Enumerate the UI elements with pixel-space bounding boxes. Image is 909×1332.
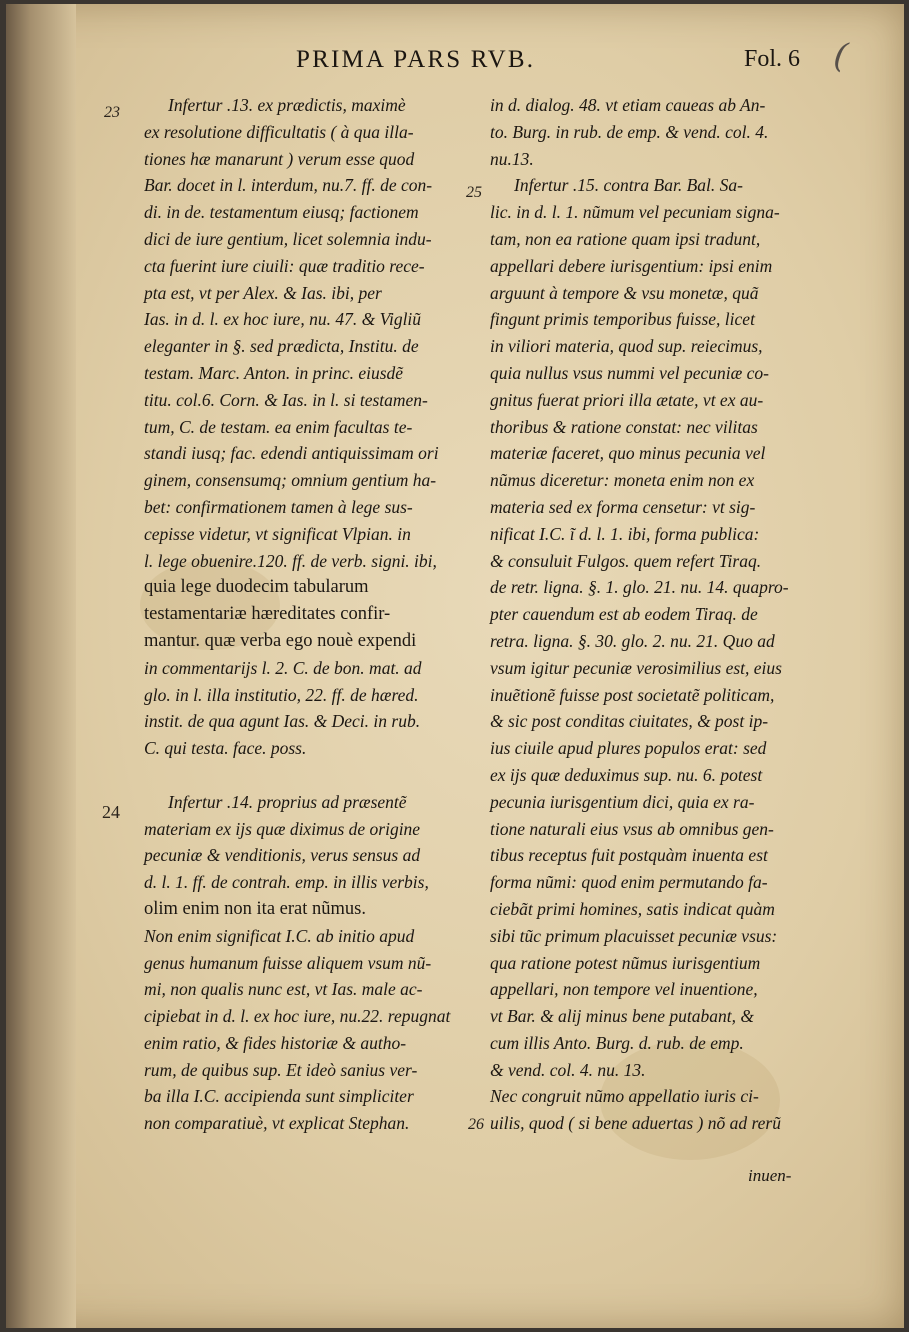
- text-line: inuẽtionẽ fuisse post societatẽ politicam,: [490, 684, 775, 705]
- text-line: arguunt à tempore & vsu monetæ, quã: [490, 282, 759, 303]
- text-line: rum, de quibus sup. Et ideò sanius ver-: [144, 1059, 418, 1080]
- text-line: gnitus fuerat priori illa ætate, vt ex au-: [490, 389, 764, 410]
- text-line: dici de iure gentium, licet solemnia indu-: [144, 228, 432, 249]
- text-line: Ias. in d. l. ex hoc iure, nu. 47. & Vigliũ: [144, 309, 422, 330]
- text-line: Non enim significat I.C. ab initio apud: [144, 925, 415, 946]
- text-line: vsum igitur pecuniæ verosimilius est, eius: [490, 657, 782, 678]
- text-line: cipiebat in d. l. ex hoc iure, nu.22. repugnat: [144, 1006, 451, 1027]
- text-line: glo. in l. illa institutio, 22. ff. de hæred.: [144, 684, 419, 705]
- text-line: l. lege obuenire.120. ff. de verb. signi. ibi,: [144, 550, 437, 571]
- text-line: Infertur .15. contra Bar. Bal. Sa-: [514, 175, 743, 196]
- margin-number-26: 26: [468, 1116, 484, 1133]
- text-line: & sic post conditas ciuitates, & post ip-: [490, 711, 769, 732]
- text-line: testamentariæ hæreditates confir-: [144, 604, 391, 625]
- text-line: qua ratione potest nũmus iurisgentium: [490, 952, 761, 973]
- text-line: nũmus diceretur: moneta enim non ex: [490, 470, 755, 491]
- text-line: pter cauendum est ab eodem Tiraq. de: [490, 604, 758, 625]
- text-line: eleganter in §. sed prædicta, Institu. de: [144, 336, 419, 357]
- text-line: pecuniæ & venditionis, verus sensus ad: [144, 845, 421, 866]
- folio-number: Fol. 6: [744, 46, 801, 72]
- text-line: lic. in d. l. 1. nũmum vel pecuniam signa-: [490, 202, 780, 223]
- text-line: Infertur .14. proprius ad præsentẽ: [168, 791, 407, 812]
- text-line: instit. de qua agunt Ias. & Deci. in rub.: [144, 711, 421, 732]
- text-line: ex resolutione difficultatis ( à qua illa-: [144, 121, 414, 142]
- margin-number-24: 24: [102, 802, 120, 822]
- text-line: cta fuerint iure ciuili: quæ traditio rece-: [144, 255, 425, 276]
- text-line: forma nũmi: quod enim permutando fa-: [490, 872, 768, 893]
- text-line: ginem, consensumq; omnium gentium ha-: [144, 470, 437, 491]
- text-line: olim enim non ita erat nũmus.: [144, 898, 366, 919]
- text-line: bet: confirmationem tamen à lege sus-: [144, 496, 413, 517]
- text-line: & vend. col. 4. nu. 13.: [490, 1059, 646, 1080]
- text-line: sibi tũc primum placuisset pecuniæ vsus:: [490, 925, 778, 946]
- text-line: cum illis Anto. Burg. d. rub. de emp.: [490, 1032, 744, 1053]
- text-line: in d. dialog. 48. vt etiam caueas ab An-: [490, 95, 766, 115]
- left-text-column: [144, 92, 466, 1137]
- text-line: appellari debere iurisgentium: ipsi enim: [490, 255, 773, 276]
- text-line: cepisse videtur, vt significat Vlpian. in: [144, 523, 411, 544]
- text-line: quia nullus vsus nummi vel pecuniæ co-: [490, 362, 769, 383]
- text-line: ius ciuile apud plures populos erat: sed: [490, 738, 767, 759]
- text-line: thoribus & ratione constat: nec vilitas: [490, 416, 758, 437]
- text-line: d. l. 1. ff. de contrah. emp. in illis verbis,: [144, 872, 429, 893]
- text-line: tam, non ea ratione quam ipsi tradunt,: [490, 228, 761, 249]
- text-line: standi iusq; fac. edendi antiquissimam ori: [144, 443, 439, 464]
- text-line: to. Burg. in rub. de emp. & vend. col. 4.: [490, 121, 769, 142]
- running-head: [0, 35, 909, 84]
- text-line: pta est, vt per Alex. & Ias. ibi, per: [144, 282, 382, 303]
- text-line: testam. Marc. Anton. in princ. eiusdẽ: [144, 362, 404, 383]
- pencil-mark: (: [831, 35, 850, 77]
- text-line: & consuluit Fulgos. quem refert Tiraq.: [490, 550, 762, 571]
- running-title: PRIMA PARS RVB.: [296, 46, 536, 73]
- text-line: vt Bar. & alij minus bene putabant, &: [490, 1006, 754, 1027]
- text-line: appellari, non tempore vel inuentione,: [490, 979, 758, 1000]
- text-line: ciebãt primi homines, satis indicat quàm: [490, 898, 775, 919]
- text-line: titu. col.6. Corn. & Ias. in l. si testamen-: [144, 389, 428, 410]
- text-line: uilis, quod ( si bene aduertas ) nõ ad rerũ: [490, 1113, 781, 1134]
- text-line: tione naturali eius vsus ab omnibus gen-: [490, 818, 774, 839]
- text-line: Nec congruit nũmo appellatio iuris ci-: [490, 1086, 759, 1107]
- text-line: pecunia iurisgentium dici, quia ex ra-: [490, 791, 755, 812]
- text-line: ex ijs quæ deduximus sup. nu. 6. potest: [490, 764, 763, 785]
- text-line: nu.13.: [490, 148, 534, 169]
- text-line: Bar. docet in l. interdum, nu.7. ff. de con-: [144, 175, 433, 196]
- text-line: C. qui testa. face. poss.: [144, 738, 307, 759]
- text-line: materiæ faceret, quo minus pecunia vel: [490, 443, 766, 464]
- catchword: inuen-: [748, 1166, 792, 1185]
- margin-number-25: 25: [466, 184, 482, 201]
- text-line: materia sed ex forma censetur: vt sig-: [490, 496, 756, 517]
- text-line: quia lege duodecim tabularum: [144, 577, 369, 598]
- text-line: tibus receptus fuit postquàm inuenta est: [490, 845, 768, 866]
- text-line: enim ratio, & fides historiæ & autho-: [144, 1032, 407, 1053]
- text-line: in commentarijs l. 2. C. de bon. mat. ad: [144, 657, 422, 678]
- text-line: in viliori materia, quod sup. reiecimus,: [490, 336, 763, 357]
- text-line: tiones hæ manarunt ) verum esse quod: [144, 148, 415, 169]
- text-line: ba illa I.C. accipienda sunt simpliciter: [144, 1086, 414, 1107]
- text-line: genus humanum fuisse aliquem vsum nũ-: [144, 952, 432, 973]
- text-line: de retr. ligna. §. 1. glo. 21. nu. 14. quapro-: [490, 577, 789, 598]
- text-line: retra. ligna. §. 30. glo. 2. nu. 21. Quo ad: [490, 630, 775, 651]
- right-text-column: [490, 92, 820, 1137]
- text-line: nificat I.C. ĩ d. l. 1. ibi, forma publica:: [490, 523, 760, 544]
- text-line: di. in de. testamentum eiusq; factionem: [144, 202, 419, 223]
- text-line: Infertur .13. ex prædictis, maximè: [168, 95, 406, 115]
- margin-number-23: 23: [104, 104, 120, 121]
- binding-gutter: [6, 4, 76, 1328]
- text-line: non comparatiuè, vt explicat Stephan.: [144, 1113, 410, 1134]
- text-line: mi, non qualis nunc est, vt Ias. male ac-: [144, 979, 423, 1000]
- text-line: materiam ex ijs quæ diximus de origine: [144, 818, 421, 839]
- text-line: tum, C. de testam. ea enim facultas te-: [144, 416, 413, 437]
- text-line: fingunt primis temporibus fuisse, licet: [490, 309, 755, 330]
- text-line: mantur. quæ verba ego nouè expendi: [144, 630, 417, 651]
- text-line: [144, 762, 466, 789]
